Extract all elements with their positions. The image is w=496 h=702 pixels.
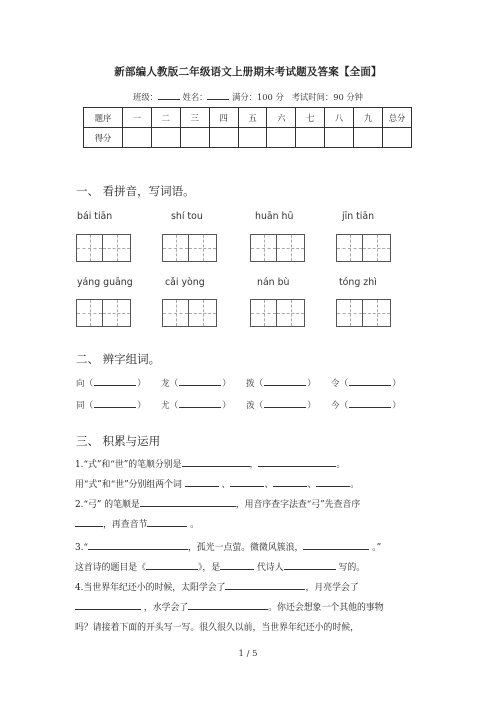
grid-cell[interactable] [76,299,103,327]
score-cell[interactable] [354,128,383,148]
answer-blank[interactable] [349,377,391,386]
section-1-heading: 一、 看拼音，写词语。 [76,184,195,198]
grid-cell[interactable] [250,234,277,262]
char: 泼 [246,401,255,411]
grid-cell[interactable] [103,299,131,327]
answer-blank[interactable] [179,399,221,408]
question-1: 1.“式”和“世”的笔顺分别是 ， 。 [75,457,345,470]
answer-blank[interactable] [284,560,336,570]
answer-blank[interactable] [185,477,219,487]
paren-close: ） [137,401,146,411]
grid-cell[interactable] [189,299,217,327]
score-table-header [84,108,412,128]
answer-blank[interactable] [182,457,250,467]
paren-close: ） [222,379,231,389]
name-label: 姓名： [182,92,208,102]
char: 尤 [161,401,170,411]
char: 向 [76,379,85,389]
header-cell: 五 [238,108,267,128]
q4-text-4: 。你还会想象一个其他的事物 [268,603,384,613]
char-group-item [331,399,401,411]
paren-close: ） [307,379,316,389]
answer-blank[interactable] [349,399,391,408]
section-3-heading: 三、 积累与运用 [76,434,161,448]
q3-text-5: 代诗人 [257,563,284,573]
question-1-words: 用“式”和“世”分别组两个词 、 、 、 。 [75,477,359,490]
grid-cell[interactable] [103,234,131,262]
answer-blank[interactable] [316,477,350,487]
score-cell[interactable] [238,128,267,148]
header-cell: 四 [209,108,238,128]
grid-cell[interactable] [189,234,217,262]
char: 令 [331,379,340,389]
paren-open: （ [254,401,264,411]
class-label: 班级： [133,92,158,102]
question-2 [75,497,360,510]
score-table-row [84,128,412,148]
paren-close: ） [222,401,231,411]
score-cell[interactable] [151,128,180,148]
grid-cell[interactable] [363,299,391,327]
char: 龙 [161,379,170,389]
answer-blank[interactable] [264,377,306,386]
pinyin-label: jīn tiān [342,211,375,222]
pinyin-label: cǎi yòng [165,277,205,288]
pinyin-label: huān hū [255,211,294,222]
page-number: 1 / 5 [238,649,258,659]
q2-text: 2.“弓” 的笔顺是 [75,500,140,510]
paren-open: （ [339,401,349,411]
answer-blank[interactable] [303,540,369,550]
answer-blank[interactable] [273,477,307,487]
writing-grid[interactable] [336,234,391,262]
answer-blank[interactable] [230,477,264,487]
writing-grid[interactable] [250,299,305,327]
header-cell: 二 [151,108,180,128]
full-score: 满分：100 分 [232,92,284,102]
score-cell[interactable] [209,128,238,148]
score-cell[interactable] [180,128,209,148]
class-blank[interactable] [158,90,180,100]
score-table [83,107,412,148]
paren-open: （ [169,401,179,411]
q3-text-2: ，孤光一点萤。微微风簇浪， [188,543,304,553]
answer-blank[interactable] [75,517,103,527]
name-blank[interactable] [207,90,229,100]
section-2-heading: 二、 辨字组词。 [76,352,161,366]
answer-blank[interactable] [140,497,236,507]
char: 拨 [246,379,255,389]
char-group-item [76,377,146,389]
writing-grid[interactable] [250,234,305,262]
answer-blank[interactable] [94,377,136,386]
char-group-item [331,377,401,389]
header-cell: 题序 [84,108,123,128]
pinyin-label: nán bù [257,277,290,288]
grid-cell[interactable] [277,234,305,262]
paren-close: ） [392,379,401,389]
pinyin-label: yáng guāng [77,277,133,288]
writing-grid[interactable] [76,234,131,262]
char-group-item [76,399,146,411]
answer-blank[interactable] [147,517,187,527]
char: 今 [331,401,340,411]
answer-blank[interactable] [188,600,268,610]
char-group-item [161,399,231,411]
answer-blank[interactable] [75,600,141,610]
answer-blank[interactable] [225,580,305,590]
header-cell: 一 [123,108,152,128]
header-cell: 三 [180,108,209,128]
char: 同 [76,401,85,411]
q4-text-5: 吗？请接着下面的开头写一写。很久很久以前，当世界年纪还小的时候， [75,623,359,633]
paren-open: （ [339,379,349,389]
info-line [0,90,496,103]
paren-close: ） [392,401,401,411]
score-cell[interactable] [383,128,412,148]
answer-blank[interactable] [146,560,198,570]
document-title: 新部编人教版二年级语文上册期末考试题及答案【全面】 [114,66,382,78]
question-4 [75,580,359,593]
answer-blank[interactable] [258,457,336,467]
writing-grid[interactable] [76,299,131,327]
writing-grid[interactable] [162,299,217,327]
answer-blank[interactable] [220,560,254,570]
q2-text-3: ，再查音节 [103,520,148,530]
question-4-end [75,620,359,633]
q4-text-2: ，月亮学会了 [305,583,359,593]
answer-blank[interactable] [179,377,221,386]
grid-cell[interactable] [336,299,363,327]
char-group-item [161,377,231,389]
grid-cell[interactable] [162,234,189,262]
q1-text-2: 用“式”和“世”分别组两个词 [75,480,182,490]
header-cell: 六 [267,108,296,128]
header-cell: 七 [296,108,325,128]
question-3-cont [75,560,365,573]
grid-cell[interactable] [76,234,103,262]
q3-text-6: 写的。 [338,563,366,573]
paren-open: （ [169,379,179,389]
score-cell[interactable] [267,128,296,148]
char-group-item [246,399,316,411]
row-label: 得分 [84,128,123,148]
answer-blank[interactable] [88,540,188,550]
paren-open: （ [254,379,264,389]
exam-time: 考试时间：90 分钟 [291,92,363,102]
q3-text-4: 》，是 [198,563,221,573]
q3-text-3: 这首诗的题目是《 [75,563,146,573]
question-3: 3.“ ，孤光一点萤。微微风簇浪， 。” [75,540,381,553]
question-2-cont: ，再查音节 。 [75,517,199,530]
q2-text-2: ，用音序查字法查“弓”先查音序 [235,500,361,510]
score-cell[interactable] [296,128,325,148]
header-cell: 总分 [383,108,412,128]
paren-open: （ [84,401,94,411]
header-cell: 八 [325,108,354,128]
grid-cell[interactable] [336,234,363,262]
score-cell[interactable] [325,128,354,148]
q4-text-3: ，水学会了 [143,603,189,613]
writing-grid[interactable] [336,299,391,327]
grid-cell[interactable] [162,299,189,327]
grid-cell[interactable] [277,299,305,327]
pinyin-label: bái tiān [77,211,113,222]
grid-cell[interactable] [363,234,391,262]
pinyin-label: tóng zhì [339,277,377,288]
paren-open: （ [84,379,94,389]
question-4-cont [75,600,384,613]
answer-blank[interactable] [94,399,136,408]
paren-close: ） [307,401,316,411]
header-cell: 九 [354,108,383,128]
char-group-item [246,377,316,389]
score-cell[interactable] [123,128,152,148]
answer-blank[interactable] [264,399,306,408]
writing-grid[interactable] [162,234,217,262]
q1-text: 1.“式”和“世”的笔顺分别是 [75,460,182,470]
paren-close: ） [137,379,146,389]
q3-text: 3.“ [75,543,89,553]
q4-text: 4.当世界年纪还小的时候，太阳学会了 [75,583,226,593]
pinyin-label: shí tou [171,211,203,222]
grid-cell[interactable] [250,299,277,327]
